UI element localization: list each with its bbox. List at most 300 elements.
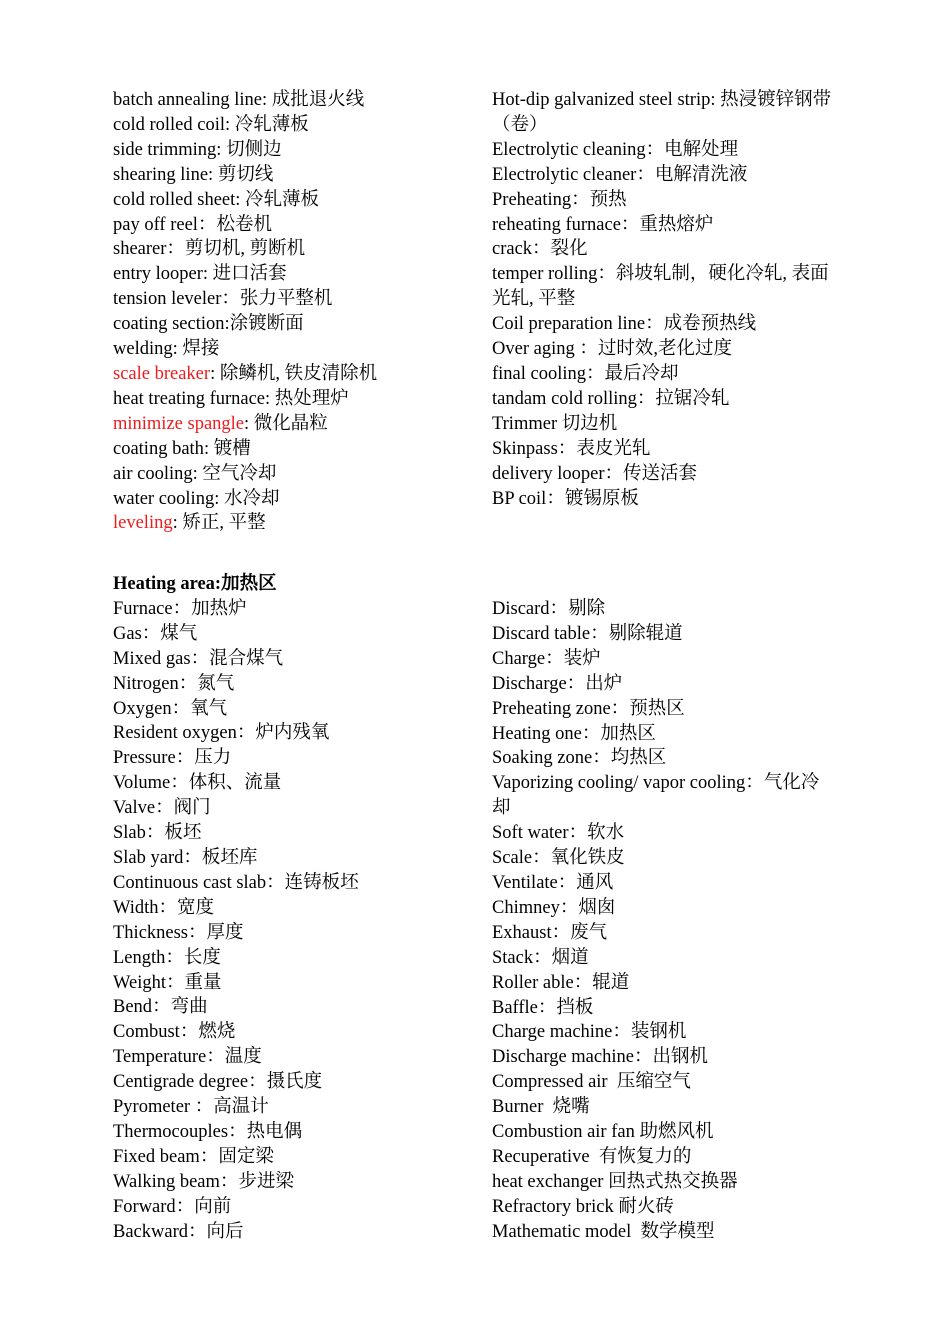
- glossary-entry: [492, 312, 837, 337]
- glossary-term: Discard: [492, 599, 550, 619]
- glossary-term: minimize spangle: [113, 413, 245, 434]
- glossary-term: heat exchanger: [492, 1171, 604, 1192]
- glossary-term: Oxygen: [113, 698, 172, 719]
- glossary-definition: 出钢机: [652, 1047, 708, 1068]
- glossary-separator: ：: [158, 897, 178, 918]
- glossary-separator: ：: [228, 1121, 247, 1142]
- glossary-term: Combust: [113, 1022, 180, 1043]
- glossary-definition: 氮气: [197, 673, 235, 694]
- glossary-term: Hot-dip galvanized steel strip: [492, 90, 711, 110]
- glossary-separator: ：: [610, 698, 630, 719]
- glossary-term: Backward: [113, 1221, 188, 1242]
- glossary-term: Width: [113, 897, 159, 918]
- glossary-term: Nitrogen: [113, 673, 179, 694]
- glossary-term: Discharge: [492, 673, 567, 694]
- glossary-entry: [113, 672, 473, 697]
- glossary-separator: ：: [178, 673, 198, 694]
- glossary-term: Furnace: [113, 598, 173, 619]
- glossary-definition: 裂化: [550, 239, 588, 260]
- glossary-entry: [492, 1045, 837, 1070]
- glossary-separator: :: [208, 164, 218, 185]
- glossary-entry: [492, 1095, 837, 1120]
- glossary-definition: 弯曲: [170, 997, 208, 1018]
- glossary-separator: [590, 1147, 599, 1167]
- glossary-term: Over aging: [492, 339, 580, 360]
- glossary-term: Walking beam: [113, 1171, 220, 1192]
- glossary-term: Preheating: [492, 189, 572, 210]
- glossary-entry: [492, 647, 837, 672]
- glossary-entry: [113, 1095, 473, 1120]
- glossary-separator: ：: [745, 773, 764, 794]
- glossary-separator: ：: [165, 947, 184, 968]
- glossary-separator: ：: [236, 723, 256, 744]
- glossary-definition: 加热区: [600, 723, 656, 744]
- glossary-separator: ：: [604, 463, 624, 484]
- glossary-term: BP coil: [492, 488, 547, 509]
- glossary-term: Length: [113, 947, 166, 968]
- glossary-entry: [492, 1120, 837, 1145]
- glossary-definition: 回热式热交换器: [608, 1171, 738, 1192]
- glossary-term: Stack: [492, 947, 534, 968]
- glossary-term: Pyrometer: [113, 1097, 195, 1118]
- glossary-separator: ：: [557, 872, 577, 893]
- glossary-separator: ：: [170, 773, 189, 794]
- glossary-separator: ：: [266, 872, 285, 893]
- glossary-term: reheating furnace: [492, 214, 621, 235]
- glossary-term: Burner: [492, 1097, 544, 1118]
- glossary-definition: 长度: [183, 947, 221, 968]
- glossary-separator: ：: [566, 673, 586, 694]
- glossary-definition: 压力: [194, 748, 232, 769]
- glossary-entry: [113, 362, 473, 387]
- glossary-entry: [492, 237, 837, 262]
- glossary-entry: [492, 1020, 837, 1045]
- glossary-separator: :: [203, 438, 214, 459]
- glossary-definition: 热处理炉: [274, 388, 349, 409]
- glossary-entry: [492, 437, 837, 462]
- glossary-definition: 烟道: [551, 947, 589, 968]
- glossary-definition: 切侧边: [226, 139, 282, 160]
- glossary-separator: [608, 1072, 617, 1092]
- glossary-entry: [113, 1120, 473, 1145]
- glossary-definition: 热电偶: [246, 1121, 303, 1142]
- glossary-entry: [492, 163, 837, 188]
- glossary-entry: [492, 362, 837, 387]
- glossary-separator: ：: [551, 922, 571, 943]
- glossary-definition: 厚度: [206, 922, 244, 943]
- glossary-definition: 电解处理: [664, 139, 739, 160]
- glossary-definition: 有恢复力的: [598, 1146, 692, 1167]
- glossary-definition: 斜坡轧制，硬化冷轧, 表面光轧, 平整: [492, 264, 829, 310]
- glossary-separator: ：: [172, 598, 192, 619]
- glossary-entry: [113, 437, 473, 462]
- glossary-separator: ：: [152, 997, 171, 1018]
- glossary-definition: 剔除: [568, 599, 606, 619]
- glossary-separator: :: [172, 339, 183, 360]
- glossary-separator: ：: [175, 748, 195, 769]
- glossary-entry: [113, 1070, 473, 1095]
- glossary-term: Thickness: [113, 922, 189, 943]
- glossary-separator: ：: [571, 189, 590, 210]
- glossary-entry: [492, 971, 837, 996]
- glossary-definition: 重热熔炉: [639, 214, 714, 235]
- glossary-separator: ：: [636, 164, 655, 185]
- glossary-definition: 镀锡原板: [564, 488, 639, 509]
- glossary-entry: [113, 1045, 473, 1070]
- glossary-separator: ：: [165, 972, 185, 993]
- glossary-entry: [492, 622, 837, 647]
- glossary-definition: 重量: [184, 972, 222, 993]
- glossary-entry: [492, 387, 837, 412]
- glossary-separator: ：: [175, 1196, 195, 1217]
- glossary-separator: ：: [559, 897, 579, 918]
- glossary-entry: [113, 622, 473, 647]
- glossary-definition: 体积、流量: [188, 773, 282, 794]
- glossary-term: Centigrade degree: [113, 1072, 249, 1093]
- glossary-term: Fixed beam: [113, 1146, 200, 1167]
- glossary-term: Discharge machine: [492, 1047, 634, 1068]
- glossary-definition: 通风: [576, 872, 614, 893]
- glossary-definition: 高温计: [213, 1097, 269, 1118]
- glossary-definition: 废气: [570, 922, 608, 943]
- glossary-definition: 剪切机, 剪断机: [184, 239, 306, 260]
- glossary-term: crack: [492, 239, 533, 260]
- glossary-term: Charge: [492, 648, 546, 669]
- glossary-separator: ：: [620, 214, 640, 235]
- glossary-definition: 成批退火线: [271, 90, 365, 110]
- glossary-definition: 压缩空气: [616, 1072, 691, 1093]
- glossary-entry: [492, 921, 837, 946]
- glossary-entry: [113, 412, 473, 437]
- glossary-entry: [492, 996, 837, 1021]
- glossary-definition: 氧化铁皮: [550, 848, 625, 869]
- glossary-separator: ：: [645, 139, 665, 160]
- glossary-separator: :: [224, 314, 230, 335]
- glossary-separator: ：: [612, 1022, 631, 1043]
- glossary-term: Slab yard: [113, 847, 184, 868]
- glossary-separator: [543, 1097, 552, 1117]
- glossary-entry: [113, 88, 473, 113]
- glossary-definition: 剪切线: [217, 164, 274, 185]
- glossary-entry: [113, 871, 473, 896]
- glossary-entry: [492, 846, 837, 871]
- section-heading: Heating area:加热区: [113, 574, 277, 594]
- glossary-entry: [113, 896, 473, 921]
- glossary-entry: [113, 287, 473, 312]
- glossary-definition: 板坯库: [201, 847, 258, 868]
- glossary-term: Mathematic model: [492, 1221, 632, 1242]
- glossary-definition: 切边机: [561, 413, 618, 434]
- glossary-entry: [492, 1195, 837, 1220]
- glossary-definition: 步进梁: [238, 1171, 294, 1192]
- glossary-separator: ：: [145, 823, 165, 844]
- glossary-term: cold rolled coil: [113, 114, 225, 135]
- glossary-separator: ：: [532, 239, 551, 260]
- glossary-definition: 拉锯冷轧: [655, 388, 730, 409]
- glossary-entry: [492, 1220, 837, 1245]
- glossary-definition: 向后: [206, 1221, 244, 1242]
- glossary-entry: [113, 163, 473, 188]
- glossary-separator: ：: [141, 623, 161, 644]
- glossary-entry: [113, 188, 473, 213]
- glossary-separator: ：: [190, 648, 210, 669]
- glossary-entry: [113, 721, 473, 746]
- glossary-separator: :: [216, 139, 227, 160]
- glossary-term: Roller able: [492, 972, 574, 993]
- glossary-term: Slab: [113, 823, 146, 844]
- glossary-definition: 微化晶粒: [253, 413, 328, 434]
- glossary-entry: [492, 722, 837, 747]
- glossary-separator: :: [244, 413, 254, 434]
- glossary-definition: 均热区: [610, 748, 667, 769]
- glossary-separator: :: [225, 114, 235, 135]
- glossary-separator: :: [235, 189, 246, 210]
- glossary-separator: ：: [586, 363, 605, 384]
- glossary-definition: 松卷机: [216, 214, 272, 235]
- glossary-term: tandam cold rolling: [492, 388, 637, 409]
- glossary-entry: [113, 921, 473, 946]
- glossary-entry: [113, 1145, 473, 1170]
- glossary-entry: [492, 88, 837, 138]
- glossary-term: Mixed gas: [113, 648, 191, 669]
- glossary-definition: 宽度: [177, 897, 215, 918]
- glossary-term: Resident oxygen: [113, 723, 237, 744]
- glossary-term: Continuous cast slab: [113, 872, 267, 893]
- glossary-separator: ：: [197, 214, 217, 235]
- glossary-entry: [113, 337, 473, 362]
- glossary-term: shearing line: [113, 164, 209, 185]
- glossary-entry: [492, 487, 837, 512]
- glossary-definition: 耐火砖: [618, 1196, 674, 1217]
- glossary-term: Skinpass: [492, 438, 558, 459]
- glossary-entry: [492, 262, 837, 312]
- glossary-definition: 成卷预热线: [663, 314, 757, 335]
- glossary-definition: 热浸镀锌钢带（卷）: [492, 90, 832, 135]
- glossary-term: water cooling: [113, 488, 215, 509]
- glossary-separator: ：: [581, 723, 601, 744]
- glossary-column-bottom-left: [113, 572, 473, 1244]
- glossary-entry: [113, 1170, 473, 1195]
- glossary-definition: 向前: [194, 1196, 232, 1217]
- glossary-definition: 最后冷却: [604, 363, 679, 384]
- glossary-term: Temperature: [113, 1047, 207, 1068]
- glossary-column-top-right: [492, 88, 837, 511]
- glossary-entry: [113, 1020, 473, 1045]
- glossary-definition: 预热区: [629, 698, 685, 719]
- glossary-entry: [492, 946, 837, 971]
- glossary-separator: ：: [568, 823, 588, 844]
- glossary-term: heat treating furnace: [113, 388, 266, 409]
- glossary-definition: 传送活套: [623, 463, 698, 484]
- glossary-definition: 电解清洗液: [654, 164, 748, 185]
- glossary-list-bottom-left: [113, 597, 473, 1245]
- glossary-definition: 镀槽: [213, 438, 251, 459]
- glossary-separator: ：: [549, 599, 569, 619]
- glossary-separator: ：: [579, 339, 598, 360]
- glossary-term: coating section: [113, 314, 225, 335]
- glossary-term: Bend: [113, 997, 153, 1018]
- glossary-term: Preheating zone: [492, 698, 611, 719]
- glossary-definition: 固定梁: [218, 1146, 274, 1167]
- glossary-entry: [113, 697, 473, 722]
- glossary-definition: 连铸板坯: [284, 872, 359, 893]
- glossary-definition: 烟囱: [578, 897, 616, 918]
- glossary-entry: [113, 262, 473, 287]
- glossary-definition: 表皮光轧: [576, 438, 651, 459]
- glossary-definition: 装钢机: [630, 1022, 687, 1043]
- glossary-definition: 助燃风机: [639, 1122, 714, 1143]
- glossary-separator: :: [261, 90, 272, 110]
- glossary-separator: ：: [188, 1221, 207, 1242]
- glossary-term: pay off reel: [113, 214, 198, 235]
- glossary-definition: 过时效,老化过度: [597, 339, 732, 360]
- glossary-term: Chimney: [492, 897, 560, 918]
- glossary-definition: 温度: [224, 1047, 262, 1068]
- glossary-entry: [113, 1220, 473, 1245]
- glossary-term: Exhaust: [492, 922, 552, 943]
- glossary-term: Volume: [113, 773, 171, 794]
- glossary-definition: 氧气: [190, 698, 228, 719]
- glossary-entry: [113, 462, 473, 487]
- glossary-term: Compressed air: [492, 1072, 608, 1093]
- glossary-separator: ：: [188, 922, 207, 943]
- glossary-term: welding: [113, 339, 173, 360]
- glossary-definition: 焊接: [182, 339, 220, 360]
- glossary-term: cold rolled sheet: [113, 189, 236, 210]
- glossary-term: Ventilate: [492, 872, 558, 893]
- glossary-term: Scale: [492, 848, 533, 869]
- glossary-entry: [113, 846, 473, 871]
- glossary-definition: 张力平整机: [239, 289, 333, 310]
- glossary-separator: ：: [537, 997, 557, 1018]
- glossary-entry: [492, 896, 837, 921]
- glossary-definition: 软水: [587, 823, 625, 844]
- glossary-entry: [113, 995, 473, 1020]
- glossary-term: Baffle: [492, 997, 538, 1018]
- glossary-definition: 出炉: [585, 673, 623, 694]
- glossary-term: Soft water: [492, 823, 569, 844]
- glossary-term: scale breaker: [113, 363, 211, 384]
- glossary-entry: [113, 487, 473, 512]
- glossary-entry: [113, 647, 473, 672]
- glossary-separator: ：: [545, 648, 564, 669]
- glossary-separator: ：: [573, 972, 593, 993]
- glossary-definition: 烧嘴: [552, 1097, 590, 1118]
- glossary-entry: [492, 462, 837, 487]
- glossary-term: temper rolling: [492, 264, 598, 285]
- glossary-separator: ：: [636, 388, 656, 409]
- glossary-entry: [492, 597, 837, 622]
- glossary-entry: [113, 796, 473, 821]
- glossary-separator: ：: [171, 698, 191, 719]
- glossary-separator: ：: [557, 438, 577, 459]
- glossary-separator: :: [172, 513, 183, 534]
- glossary-separator: ：: [166, 239, 185, 260]
- glossary-definition: 水冷却: [223, 488, 280, 509]
- glossary-definition: 冷轧薄板: [245, 189, 320, 210]
- glossary-term: batch annealing line: [113, 90, 262, 110]
- glossary-entry: [492, 672, 837, 697]
- glossary-entry: [492, 821, 837, 846]
- glossary-term: Recuperative: [492, 1146, 590, 1167]
- glossary-column-bottom-right: [492, 597, 837, 1245]
- glossary-term: entry looper: [113, 264, 203, 285]
- glossary-entry: [492, 412, 837, 437]
- glossary-entry: [113, 237, 473, 262]
- glossary-entry: [492, 871, 837, 896]
- glossary-entry: [492, 138, 837, 163]
- glossary-term: Gas: [113, 623, 142, 644]
- glossary-definition: 数学模型: [640, 1221, 715, 1242]
- glossary-definition: 挡板: [556, 997, 594, 1018]
- glossary-separator: ：: [592, 748, 611, 769]
- glossary-term: air cooling: [113, 463, 193, 484]
- glossary-definition: 燃烧: [198, 1022, 236, 1043]
- glossary-term: delivery looper: [492, 463, 605, 484]
- glossary-term: Discard table: [492, 623, 591, 644]
- glossary-definition: 预热: [589, 189, 627, 210]
- glossary-definition: 气化冷却: [492, 773, 820, 819]
- glossary-separator: ：: [533, 947, 552, 968]
- glossary-separator: ：: [179, 1022, 199, 1043]
- glossary-separator: ：: [199, 1146, 219, 1167]
- glossary-entry: [113, 946, 473, 971]
- glossary-separator: ：: [219, 1171, 239, 1192]
- glossary-definition: 矫正, 平整: [182, 513, 266, 534]
- glossary-separator: ：: [633, 1047, 653, 1068]
- glossary-term: Weight: [113, 972, 166, 993]
- glossary-definition: 除鳞机, 铁皮清除机: [219, 363, 378, 384]
- glossary-definition: 装炉: [563, 648, 601, 669]
- glossary-entry: [113, 138, 473, 163]
- glossary-term: Pressure: [113, 748, 176, 769]
- glossary-term: Soaking zone: [492, 748, 593, 769]
- glossary-definition: 进口活套: [212, 264, 287, 285]
- glossary-term: Charge machine: [492, 1022, 613, 1043]
- glossary-entry: [492, 1170, 837, 1195]
- glossary-entry: [113, 746, 473, 771]
- glossary-separator: ：: [206, 1047, 225, 1068]
- glossary-term: Electrolytic cleaning: [492, 139, 646, 160]
- glossary-separator: ：: [645, 314, 664, 335]
- glossary-separator: ：: [532, 848, 551, 869]
- glossary-entry: [492, 213, 837, 238]
- glossary-definition: 煤气: [160, 623, 198, 644]
- glossary-term: Refractory brick: [492, 1196, 614, 1217]
- glossary-entry: [113, 821, 473, 846]
- glossary-entry: [113, 597, 473, 622]
- glossary-term: tension leveler: [113, 289, 222, 310]
- glossary-definition: 涂镀断面: [229, 314, 304, 335]
- glossary-term: side trimming: [113, 139, 217, 160]
- glossary-definition: 辊道: [592, 972, 630, 993]
- glossary-definition: 混合煤气: [209, 648, 284, 669]
- glossary-separator: ：: [221, 289, 240, 310]
- glossary-definition: 阀门: [173, 798, 211, 819]
- glossary-separator: :: [214, 488, 224, 509]
- glossary-separator: ：: [183, 847, 202, 868]
- glossary-entry: [492, 697, 837, 722]
- glossary-term: Trimmer: [492, 413, 558, 434]
- glossary-entry: [492, 1145, 837, 1170]
- glossary-entry: [492, 188, 837, 213]
- glossary-entry: [113, 511, 473, 536]
- glossary-definition: 剔除辊道: [608, 623, 683, 644]
- glossary-column-top-left: [113, 88, 473, 536]
- glossary-entry: [492, 337, 837, 362]
- glossary-term: Coil preparation line: [492, 314, 646, 335]
- glossary-term: Combustion air fan: [492, 1122, 635, 1143]
